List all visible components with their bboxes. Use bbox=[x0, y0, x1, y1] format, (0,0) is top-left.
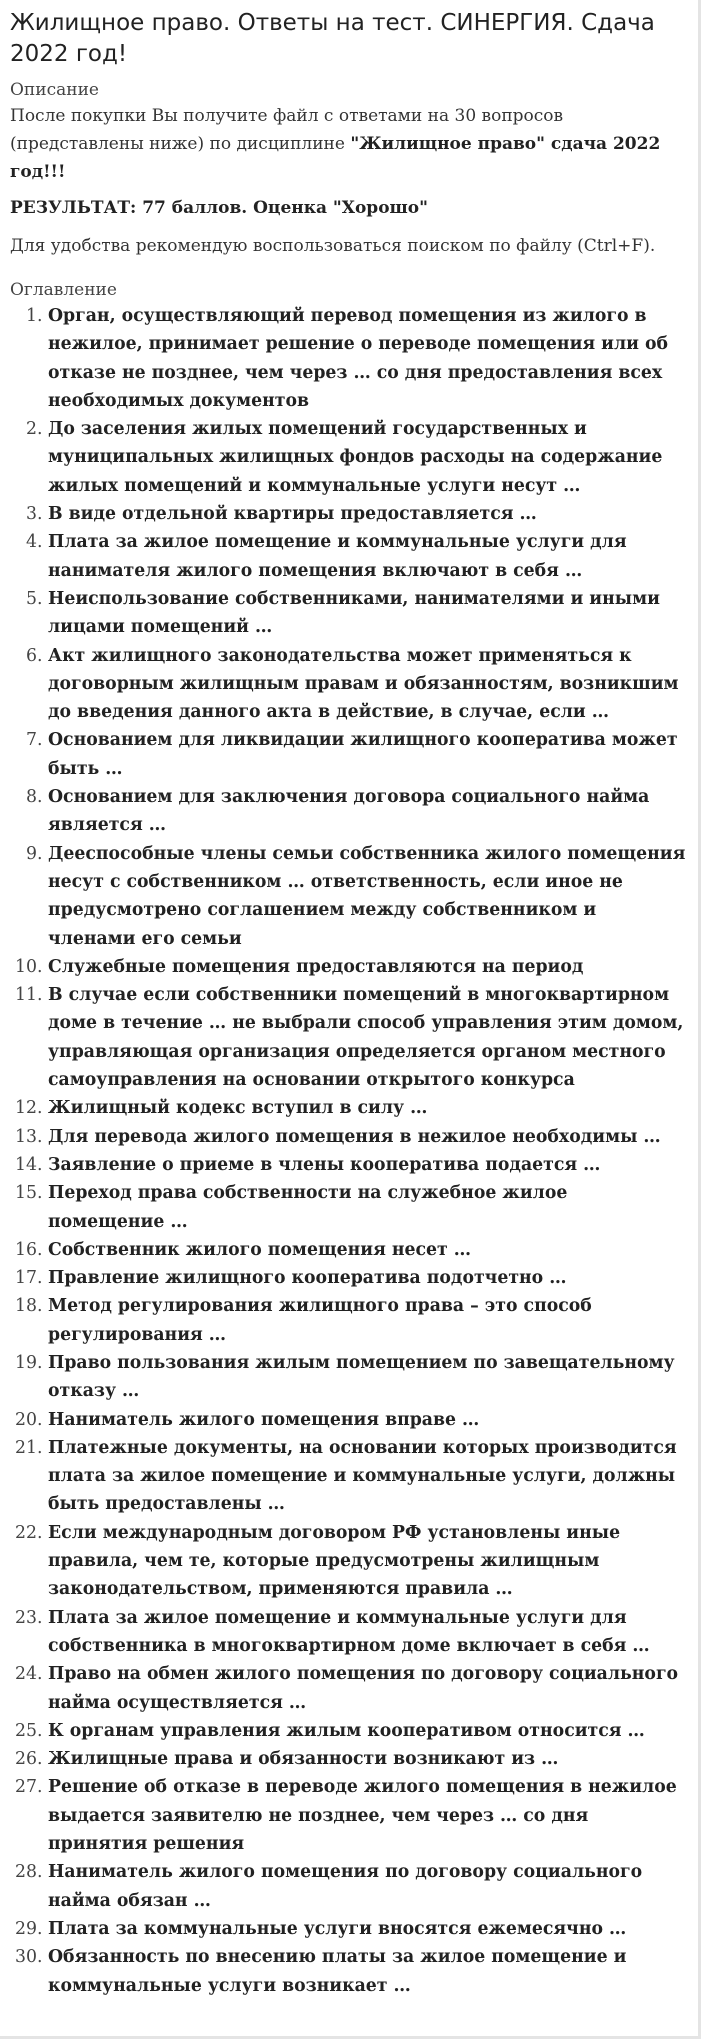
discipline-name: "Жилищное право" сдача 2022 год!!! bbox=[10, 134, 661, 182]
list-item: 12. Жилищный кодекс вступил в силу … bbox=[48, 1094, 688, 1122]
list-item: 26. Жилищные права и обязанности возникают из … bbox=[48, 1745, 688, 1773]
list-item: 23. Плата за жилое помещение и коммунальные услуги для собственника в многоквартирном доме включает в себя … bbox=[48, 1604, 688, 1661]
question-list bbox=[10, 302, 688, 2000]
list-item: 28. Наниматель жилого помещения по договору социального найма обязан … bbox=[48, 1858, 688, 1915]
description-text bbox=[10, 102, 688, 186]
toc-label: Оглавление bbox=[10, 280, 117, 300]
list-item: 14. Заявление о приеме в члены кооператива подается … bbox=[48, 1151, 688, 1179]
list-item: 15. Переход права собственности на служебное жилое помещение … bbox=[48, 1179, 688, 1236]
list-item: 4. Плата за жилое помещение и коммунальные услуги для нанимателя жилого помещения включают в себя … bbox=[48, 528, 688, 585]
list-item: 1. Орган, осуществляющий перевод помещения из жилого в нежилое, принимает решение о переводе помещения или об отказе не позднее, чем через … со дня предоставления всех необходимых документов bbox=[48, 302, 688, 415]
list-item: 22. Если международным договором РФ установлены иные правила, чем те, которые предусмотрены жилищным законодательством, применяются правила … bbox=[48, 1519, 688, 1604]
list-item: 16. Собственник жилого помещения несет … bbox=[48, 1236, 688, 1264]
list-item: 7. Основанием для ликвидации жилищного кооператива может быть … bbox=[48, 726, 688, 783]
list-item: 21. Платежные документы, на основании которых производится плата за жилое помещение и коммунальные услуги, должны быть предоставлены … bbox=[48, 1434, 688, 1519]
description-text-plain: После покупки Вы получите файл с ответами на 30 вопросов (представлены ниже) по дисциплине bbox=[10, 106, 564, 154]
list-item: 2. До заселения жилых помещений государственных и муниципальных жилищных фондов расходы на содержание жилых помещений и коммунальные услуги несут … bbox=[48, 415, 688, 500]
list-item: 17. Правление жилищного кооператива подотчетно … bbox=[48, 1264, 688, 1292]
search-tip: Для удобства рекомендую воспользоваться поиском по файлу (Ctrl+F). bbox=[10, 236, 656, 256]
list-item: 29. Плата за коммунальные услуги вносятся ежемесячно … bbox=[48, 1915, 688, 1943]
list-item: 8. Основанием для заключения договора социального найма является … bbox=[48, 783, 688, 840]
list-item: 24. Право на обмен жилого помещения по договору социального найма осуществляется … bbox=[48, 1660, 688, 1717]
list-item: 10. Служебные помещения предоставляются на период bbox=[48, 953, 688, 981]
list-item: 30. Обязанность по внесению платы за жилое помещение и коммунальные услуги возникает … bbox=[48, 1943, 688, 2000]
list-item: 19. Право пользования жилым помещением по завещательному отказу … bbox=[48, 1349, 688, 1406]
list-item: 13. Для перевода жилого помещения в нежилое необходимы … bbox=[48, 1123, 688, 1151]
list-item: 27. Решение об отказе в переводе жилого помещения в нежилое выдается заявителю не позднее, чем через … со дня принятия решения bbox=[48, 1773, 688, 1858]
list-item: 25. К органам управления жилым кооперативом относится … bbox=[48, 1717, 688, 1745]
list-item: 9. Дееспособные члены семьи собственника жилого помещения несут с собственником … ответственность, если иное не предусмотрено соглашением между собственником и членами его семьи bbox=[48, 840, 688, 953]
list-item: 11. В случае если собственники помещений в многоквартирном доме в течение … не выбрали способ управления этим домом, управляющая организация определяется органом местного самоуправления на основании открытого конкурса bbox=[48, 981, 688, 1094]
page-title: Жилищное право. Ответы на тест. СИНЕРГИЯ. Сдача 2022 год! bbox=[10, 10, 655, 67]
list-item: 5. Неиспользование собственниками, нанимателями и иными лицами помещений … bbox=[48, 585, 688, 642]
result-text: РЕЗУЛЬТАТ: 77 баллов. Оценка "Хорошо" bbox=[10, 198, 429, 218]
list-item: 3. В виде отдельной квартиры предоставляется … bbox=[48, 500, 688, 528]
list-item: 20. Наниматель жилого помещения вправе … bbox=[48, 1406, 688, 1434]
list-item: 6. Акт жилищного законодательства может применяться к договорным жилищным правам и обязанностям, возникшим до введения данного акта в действие, в случае, если … bbox=[48, 642, 688, 727]
list-item: 18. Метод регулирования жилищного права – это способ регулирования … bbox=[48, 1292, 688, 1349]
description-label: Описание bbox=[10, 80, 99, 100]
